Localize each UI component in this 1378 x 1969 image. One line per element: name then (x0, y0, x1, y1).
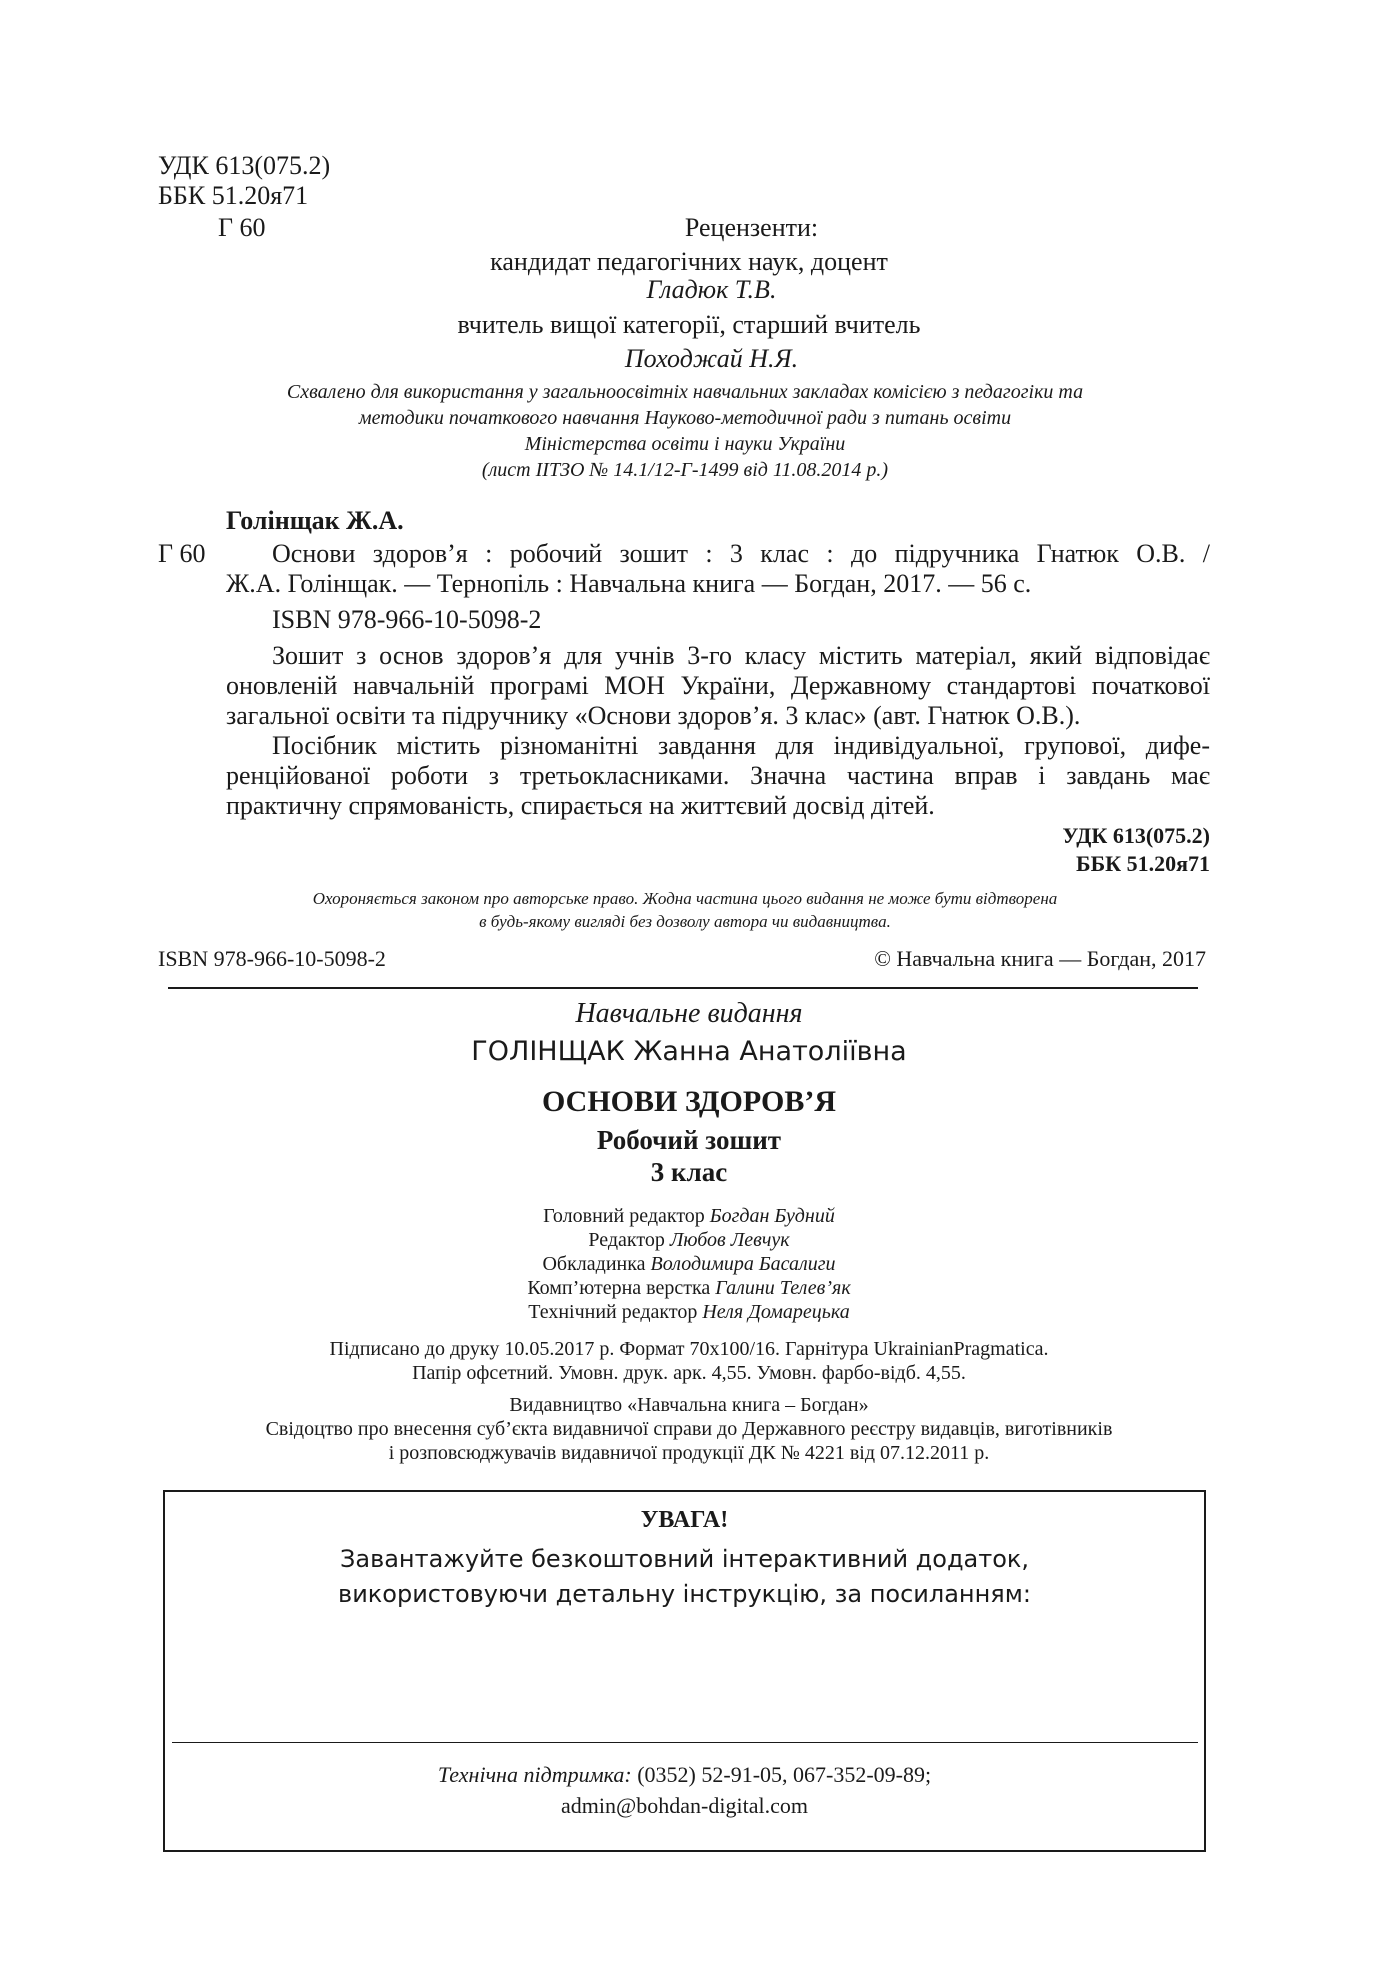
annotation-p2-line-2: ренційованої роботи з третьокласниками. Значна частина вправ і завдань має (226, 761, 1210, 790)
approval-line-2: методики початкового навчання Науково-методичної ради з питань освіти (358, 407, 1012, 429)
annotation-p2-line-3: практичну спрямованість, спирається на життєвий досвід дітей. (226, 791, 935, 820)
attention-divider (172, 1742, 1198, 1743)
credit-name: Володимира Басалиги (650, 1253, 836, 1275)
author-full-name: ГОЛІНЩАК Жанна Анатоліївна (471, 1036, 907, 1067)
credit-name: Галини Телев’як (715, 1277, 851, 1299)
catalog-line-1: Основи здоров’я : робочий зошит : 3 клас : до підручника Гнатюк О.В. / (272, 539, 1210, 568)
reviewer-1-title: кандидат педагогічних наук, доцент (490, 247, 888, 276)
certificate-line-2: і розповсюджувачів видавничої продукції ДК № 4221 від 07.12.2011 р. (388, 1442, 990, 1464)
copyright-isbn: ISBN 978-966-10-5098-2 (158, 946, 386, 971)
support-email[interactable]: admin@bohdan-digital.com (561, 1793, 808, 1818)
print-info-line-2: Папір офсетний. Умовн. друк. арк. 4,55. Умовн. фарбо-відб. 4,55. (412, 1362, 966, 1384)
catalog-isbn: ISBN 978-966-10-5098-2 (272, 605, 542, 634)
copyright-line-1: Охороняється законом про авторське право. Жодна частина цього видання не може бути відтворена (312, 889, 1058, 908)
annotation-p1-line-2: оновленій навчальній програмі МОН України, Державному стандартові початкової (226, 671, 1210, 700)
credit-name: Любов Левчук (669, 1229, 790, 1251)
publisher-name: Видавництво «Навчальна книга – Богдан» (509, 1394, 869, 1416)
credit-line (0, 1275, 1378, 1301)
credit-role: Головний редактор (543, 1205, 710, 1227)
edition-type: Навчальне видання (575, 998, 803, 1029)
approval-line-4: (лист ІІТЗО № 14.1/12-Г-1499 від 11.08.2014 р.) (481, 459, 889, 481)
credit-role: Технічний редактор (528, 1301, 703, 1323)
book-title: ОСНОВИ ЗДОРОВ’Я (541, 1085, 836, 1118)
support-phones: (0352) 52-91-05, 067-352-09-89; (631, 1762, 932, 1787)
print-info-line-1: Підписано до друку 10.05.2017 р. Формат 70x100/16. Гарнітура UkrainianPragmatica. (329, 1338, 1049, 1360)
approval-line-3: Міністерства освіти і науки України (524, 433, 846, 455)
annotation-p1-line-3: загальної освіти та підручнику «Основи здоров’я. 3 клас» (авт. Гнатюк О.В.). (226, 701, 1081, 730)
annotation-p2-line-1: Посібник містить різноманітні завдання для індивідуальної, групової, дифе- (272, 731, 1210, 760)
credit-name: Богдан Будний (709, 1205, 835, 1227)
support-label: Технічна підтримка: (437, 1762, 632, 1787)
udk-code: УДК 613(075.2) (158, 151, 331, 180)
attention-line-1: Завантажуйте безкоштовний інтерактивний додаток, (339, 1545, 1030, 1573)
certificate-line-1: Свідоцтво про внесення суб’єкта видавничої справи до Державного реєстру видавців, виготівників (265, 1418, 1113, 1440)
author-mark-code: Г 60 (218, 213, 266, 242)
annotation-p1-line-1: Зошит з основ здоров’я для учнів 3-го класу містить матеріал, який відповідає (272, 641, 1210, 670)
catalog-author: Голінщак Ж.А. (226, 506, 404, 535)
reviewer-2-title: вчитель вищої категорії, старший вчитель (457, 310, 921, 339)
catalog-code: Г 60 (158, 539, 206, 568)
attention-line-2: використовуючи детальну інструкцію, за посиланням: (338, 1580, 1031, 1608)
reviewer-2-name: Походжай Н.Я. (624, 344, 799, 373)
credit-line (0, 1203, 1378, 1229)
credit-role: Обкладинка (542, 1253, 651, 1275)
approval-line-1: Схвалено для використання у загальноосвітніх навчальних закладах комісією з педагогіки та (286, 381, 1084, 403)
reviewer-1-name: Гладюк Т.В. (646, 275, 777, 304)
credit-name: Неля Домарецька (702, 1301, 850, 1323)
catalog-udk-bold: УДК 613(075.2) (1062, 823, 1210, 848)
credit-role: Комп’ютерна верстка (527, 1277, 716, 1299)
section-divider (168, 987, 1198, 989)
catalog-line-2: Ж.А. Голінщак. — Тернопіль : Навчальна книга — Богдан, 2017. — 56 с. (226, 569, 1032, 598)
credit-role: Редактор (588, 1229, 670, 1251)
reviewers-heading: Рецензенти: (684, 213, 819, 242)
credit-line (0, 1299, 1378, 1325)
book-grade: 3 клас (650, 1157, 728, 1187)
copyright-line-2: в будь-якому вигляді без дозволу автора чи видавництва. (479, 912, 891, 931)
credit-line (0, 1227, 1378, 1253)
credit-line (0, 1251, 1378, 1277)
bbk-code: ББК 51.20я71 (158, 181, 309, 210)
book-subtitle: Робочий зошит (596, 1125, 782, 1155)
support-line (163, 1761, 1206, 1789)
catalog-bbk-bold: ББК 51.20я71 (1076, 851, 1210, 876)
copyright-holder: © Навчальна книга — Богдан, 2017 (874, 946, 1206, 971)
attention-heading: УВАГА! (640, 1507, 729, 1533)
